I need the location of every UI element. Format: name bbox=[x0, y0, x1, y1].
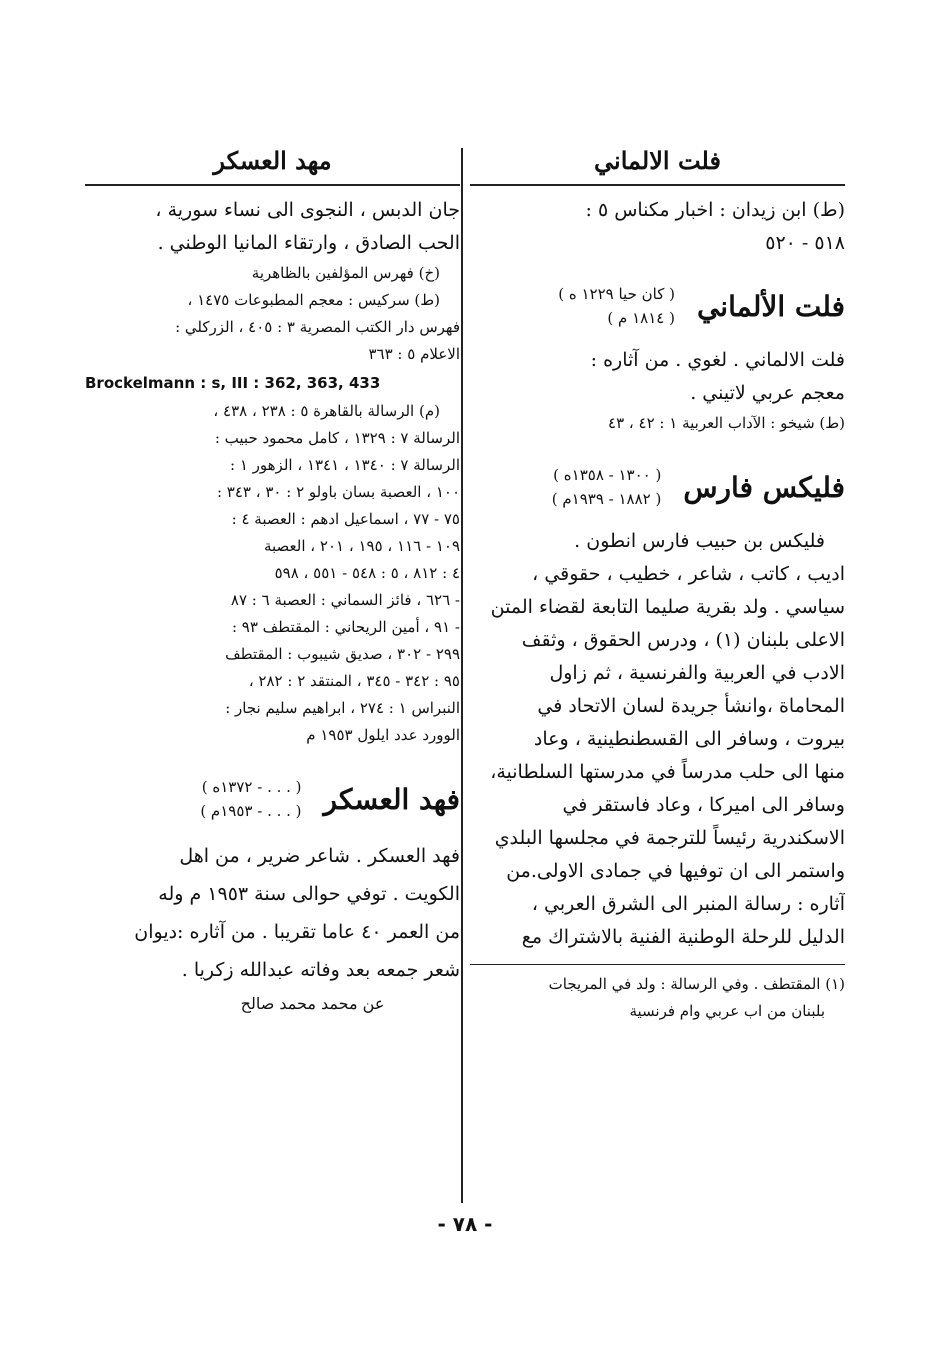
entry-body-line: فلت الالماني . لغوي . من آثاره : bbox=[590, 349, 845, 371]
ref-line: الرسالة ٧ : ١٣٤٠ ، ١٣٤١ ، الزهور ١ : bbox=[229, 456, 460, 474]
author-signature: عن محمد محمد صالح bbox=[240, 994, 385, 1013]
ref-line: ٤ : ٨١٢ ، ٥ : ٥٤٨ - ٥٥١ ، ٥٩٨ bbox=[274, 564, 460, 582]
entry-body-line: بيروت ، وسافر الى القسطنطينية ، وعاد bbox=[533, 728, 845, 750]
entry-body-line: الادب في العربية والفرنسية ، ثم زاول bbox=[549, 662, 845, 684]
hijri-date: ( . . . - ١٣٧٢ه ) bbox=[201, 778, 302, 796]
ref-line: (م) الرسالة بالقاهرة ٥ : ٢٣٨ ، ٤٣٨ ، bbox=[213, 402, 440, 420]
column-divider bbox=[461, 148, 463, 1203]
entry-dates bbox=[552, 463, 662, 511]
entry-body-line: من العمر ٤٠ عاما تقريبا . من آثاره :ديوان bbox=[134, 921, 460, 943]
ref-line: ٢٩٩ - ٣٠٢ ، صديق شيبوب : المقتطف bbox=[225, 645, 460, 663]
entry-heading-fahd bbox=[85, 775, 460, 823]
entry-dates bbox=[200, 775, 301, 823]
right-column bbox=[470, 138, 845, 1025]
hijri-date: ( ١٣٠٠ - ١٣٥٨ه ) bbox=[553, 466, 662, 484]
right-intro-line: ٥١٨ - ٥٢٠ bbox=[765, 232, 845, 254]
ref-line: - ٦٢٦ ، فائز السماني : العصبة ٦ : ٨٧ bbox=[230, 591, 460, 609]
ref-line: - ٩١ ، أمين الريحاني : المقتطف ٩٣ : bbox=[231, 618, 460, 636]
entry-body-line: آثاره : رسالة المنبر الى الشرق العربي ، bbox=[531, 893, 845, 915]
footnote-line: بلبنان من اب عربي وام فرنسية bbox=[629, 1002, 825, 1020]
footnote bbox=[470, 964, 845, 1025]
entry-body-line: اديب ، كاتب ، شاعر ، خطيب ، حقوقي ، bbox=[532, 563, 845, 585]
right-running-header: فلت الالماني bbox=[594, 146, 721, 175]
entry-body-line: شعر جمعه بعد وفاته عبدالله زكريا . bbox=[181, 959, 460, 981]
gregorian-date: ( ١٨٨٢ - ١٩٣٩م ) bbox=[551, 490, 662, 508]
entry-dates bbox=[558, 282, 675, 330]
entry-name: فهد العسكر bbox=[323, 782, 460, 816]
left-intro-line: الحب الصادق ، وارتقاء المانيا الوطني . bbox=[157, 232, 460, 254]
left-running-header: مهد العسكر bbox=[213, 146, 332, 175]
entry-body-line: الكويت . توفي حوالى سنة ١٩٥٣ م وله bbox=[158, 883, 460, 905]
left-intro-line: جان الدبس ، النجوى الى نساء سورية ، bbox=[155, 199, 460, 221]
gregorian-date: ( ١٨١٤ م ) bbox=[607, 309, 675, 327]
latin-reference: Brockelmann : s, III : 362, 363, 433 bbox=[85, 374, 381, 392]
ref-line: (ط) سركيس : معجم المطبوعات ١٤٧٥ ، bbox=[187, 291, 440, 309]
entry-body-line: الاعلى بلبنان (١) ، ودرس الحقوق ، وثقف bbox=[521, 629, 845, 651]
left-header-rule bbox=[85, 184, 460, 186]
hijri-date: ( كان حيا ١٢٢٩ ه ) bbox=[558, 285, 675, 303]
entry-body-line: سياسي . ولد بقرية صليما التابعة لقضاء المتن bbox=[490, 596, 845, 618]
left-column bbox=[85, 138, 460, 1019]
page-number: - ٧٨ - bbox=[437, 1212, 493, 1236]
entry-name: فليكس فارس bbox=[683, 470, 845, 504]
entry-ref-line: (ط) شيخو : الآداب العربية ١ : ٤٢ ، ٤٣ bbox=[608, 414, 845, 432]
ref-line: (خ) فهرس المؤلفين بالظاهرية bbox=[251, 264, 440, 282]
ref-line: ٧٥ - ٧٧ ، اسماعيل ادهم : العصبة ٤ : bbox=[231, 510, 460, 528]
entry-body-line: الدليل للرحلة الوطنية الفنية بالاشتراك مع bbox=[521, 926, 845, 948]
entry-name: فلت الألماني bbox=[696, 289, 845, 323]
entry-body-line: منها الى حلب مدرساً في مدرستها السلطانية، bbox=[490, 761, 845, 783]
footnote-line: (١) المقتطف . وفي الرسالة : ولد في المريجات bbox=[548, 975, 845, 993]
gregorian-date: ( . . . - ١٩٥٣م ) bbox=[200, 802, 302, 820]
right-intro-line: (ط) ابن زيدان : اخبار مكناس ٥ : bbox=[585, 199, 845, 221]
ref-line: الرسالة ٧ : ١٣٢٩ ، كامل محمود حبيب : bbox=[214, 429, 460, 447]
ref-line: ١٠٩ - ١١٦ ، ١٩٥ ، ٢٠١ ، العصبة bbox=[263, 537, 460, 555]
ref-line: ٩٥ : ٣٤٢ - ٣٤٥ ، المنتقد ٢ : ٢٨٢ ، bbox=[248, 672, 460, 690]
right-header-rule bbox=[470, 184, 845, 186]
entry-body-line: فهد العسكر . شاعر ضرير ، من اهل bbox=[179, 845, 460, 867]
entry-body-line: المحاماة ،وانشأ جريدة لسان الاتحاد في bbox=[537, 695, 845, 717]
ref-line: ١٠٠ ، العصبة بسان باولو ٢ : ٣٠ ، ٣٤٣ : bbox=[216, 483, 460, 501]
entry-body-line: الاسكندرية رئيساً للترجمة في مجلسها البلدي bbox=[494, 827, 845, 849]
entry-body-line: معجم عربي لاتيني . bbox=[690, 382, 845, 404]
ref-line: النبراس ١ : ٢٧٤ ، ابراهيم سليم نجار : bbox=[225, 699, 460, 717]
entry-body-line: وسافر الى اميركا ، وعاد فاستقر في bbox=[562, 794, 845, 816]
ref-line: الوورد عدد ايلول ١٩٥٣ م bbox=[306, 726, 460, 744]
entry-heading-falt bbox=[470, 282, 845, 330]
entry-heading-felix bbox=[470, 463, 845, 511]
ref-line: الاعلام ٥ : ٣٦٣ bbox=[368, 345, 460, 363]
entry-body-line: فليكس بن حبيب فارس انطون . bbox=[574, 530, 825, 552]
ref-line: فهرس دار الكتب المصرية ٣ : ٤٠٥ ، الزركلي : bbox=[175, 318, 460, 336]
entry-body-line: واستمر الى ان توفيها في جمادى الاولى.من bbox=[506, 860, 845, 882]
